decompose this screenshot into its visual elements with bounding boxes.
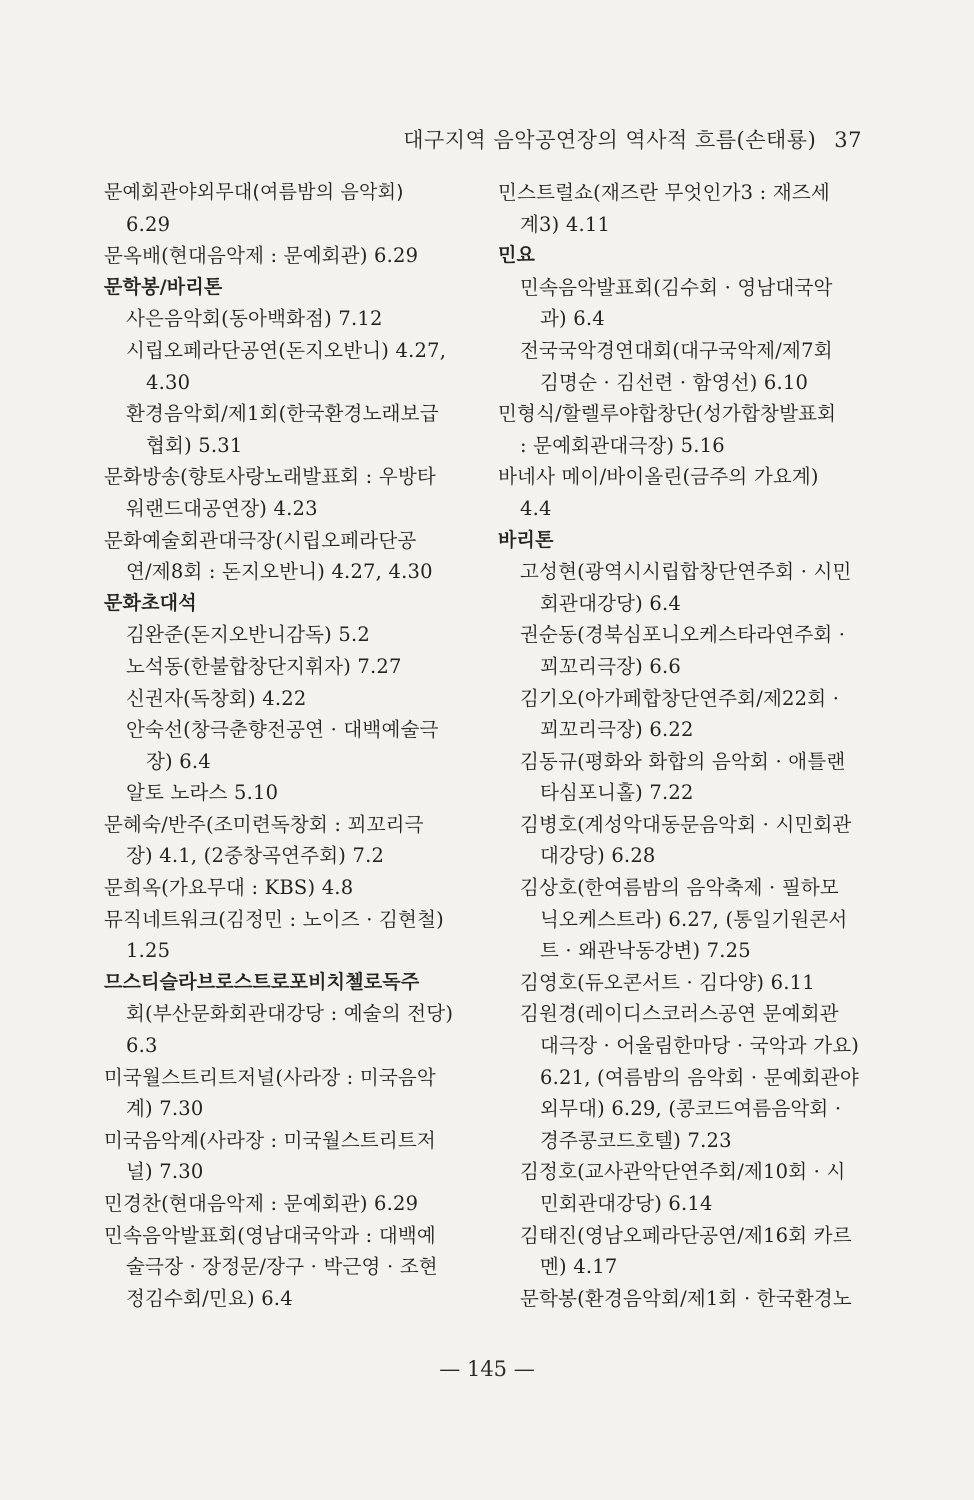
index-entry-subline: 타심포니홀) 7.22 bbox=[540, 781, 694, 805]
index-entry-subline: 김상호(한여름밤의 음악축제 · 필하모 bbox=[520, 876, 839, 900]
index-column-right bbox=[498, 177, 870, 1314]
index-entry-subline: 6.3 bbox=[126, 1034, 158, 1058]
index-entry-subline: 외무대) 6.29, (콩코드여름음악회 · bbox=[540, 1097, 842, 1121]
index-entry-subline: 꾀꼬리극장) 6.22 bbox=[540, 718, 694, 742]
index-entry-heading: 문옥배(현대음악제 : 문예회관) 6.29 bbox=[104, 244, 419, 268]
index-entry-subline: 문학봉(환경음악회/제1회 · 한국환경노 bbox=[520, 1286, 852, 1310]
index-entry-subline: 김병호(계성악대동문음악회 · 시민회관 bbox=[520, 812, 852, 836]
index-entry-heading: 바리톤 bbox=[498, 528, 554, 551]
index-entry-subline: 권순동(경북심포니오케스타라연주회 · bbox=[520, 623, 846, 647]
index-entry-subline: 계3) 4.11 bbox=[520, 212, 611, 236]
index-entry-heading: 문혜숙/반주(조미련독창회 : 꾀꼬리극 bbox=[104, 812, 424, 836]
index-entry-subline: 사은음악회(동아백화점) 7.12 bbox=[126, 307, 383, 331]
index-entry-heading: 민형식/할렐루야합창단(성가합창발표회 bbox=[498, 402, 837, 426]
index-entry-subline: 김영호(듀오콘서트 · 김다양) 6.11 bbox=[520, 970, 815, 994]
page-folio: — 145 — bbox=[439, 1357, 535, 1381]
running-header-page-number: 37 bbox=[834, 128, 862, 152]
index-entry-subline: 대강당) 6.28 bbox=[540, 844, 656, 868]
index-entry-subline: 회관대강당) 6.4 bbox=[540, 591, 682, 615]
index-entry-subline: 연/제8회 : 돈지오반니) 4.27, 4.30 bbox=[126, 560, 433, 584]
index-entry-subline: 환경음악회/제1회(한국환경노래보급 bbox=[126, 402, 439, 426]
index-entry-subline: 전국국악경연대회(대구국악제/제7회 bbox=[520, 338, 833, 362]
index-entry-subline: 4.4 bbox=[520, 496, 552, 520]
index-entry-subline: 김태진(영남오페라단공연/제16회 카르 bbox=[520, 1223, 852, 1247]
index-entry-subline: 꾀꼬리극장) 6.6 bbox=[540, 654, 682, 678]
index-entry-subline: 술극장 · 장정문/장구 · 박근영 · 조현 bbox=[126, 1255, 438, 1279]
index-entry-subline: 시립오페라단공연(돈지오반니) 4.27, bbox=[126, 338, 447, 362]
index-entry-subline: 신권자(독창회) 4.22 bbox=[126, 686, 307, 710]
index-entry-heading: 문화방송(향토사랑노래발표회 : 우방타 bbox=[104, 465, 436, 489]
index-entry-heading: 문화초대석 bbox=[104, 591, 197, 614]
index-entry-heading: 문희옥(가요무대 : KBS) 4.8 bbox=[104, 876, 354, 900]
index-entry-subline: 김완준(돈지오반니감독) 5.2 bbox=[126, 623, 370, 647]
index-entry-heading: 므스티슬라브로스트로포비치첼로독주 bbox=[104, 970, 420, 993]
index-entry-subline: 안숙선(창극춘향전공연 · 대백예술극 bbox=[126, 718, 439, 742]
index-entry-subline: 민속음악발표회(김수회 · 영남대국악 bbox=[520, 275, 833, 299]
index-entry-subline: 노석동(한불합창단지휘자) 7.27 bbox=[126, 654, 402, 678]
index-entry-subline: 워랜드대공연장) 4.23 bbox=[126, 496, 318, 520]
index-entry-heading: 민속음악발표회(영남대국악과 : 대백예 bbox=[104, 1223, 436, 1247]
index-entry-heading: 미국음악계(사라장 : 미국월스트리트저 bbox=[104, 1128, 436, 1152]
index-entry-heading: 바네사 메이/바이올린(금주의 가요계) bbox=[498, 465, 819, 489]
index-entry-subline: 알토 노라스 5.10 bbox=[126, 781, 279, 805]
index-entry-subline: 대극장 · 어울림한마당 · 국악과 가요) bbox=[540, 1034, 860, 1058]
index-entry-subline: 회(부산문화회관대강당 : 예술의 전당) bbox=[126, 1002, 454, 1026]
index-entry-subline: 6.29 bbox=[126, 212, 171, 236]
index-entry-subline: 민회관대강당) 6.14 bbox=[540, 1192, 713, 1215]
index-entry-heading: 문화예술회관대극장(시립오페라단공 bbox=[104, 528, 417, 552]
index-entry-subline: 김원경(레이디스코러스공연 문예회관 bbox=[520, 1002, 839, 1026]
index-entry-subline: 1.25 bbox=[126, 939, 171, 963]
index-entry-subline: 멘) 4.17 bbox=[540, 1255, 618, 1279]
index-entry-heading: 문예회관야외무대(여름밤의 음악회) bbox=[104, 181, 404, 203]
index-entry-subline: 김명순 · 김선련 · 함영선) 6.10 bbox=[540, 370, 809, 394]
index-entry-heading: 뮤직네트워크(김정민 : 노이즈 · 김현철) bbox=[104, 907, 444, 931]
running-header bbox=[403, 124, 862, 154]
index-entry-subline: 계) 7.30 bbox=[126, 1097, 204, 1121]
index-entry-subline: 6.21, (여름밤의 음악회 · 문예회관야 bbox=[540, 1065, 859, 1089]
index-entry-subline: 과) 6.4 bbox=[540, 307, 605, 331]
index-entry-subline: 협회) 5.31 bbox=[146, 433, 243, 457]
index-entry-subline: : 문예회관대극장) 5.16 bbox=[520, 433, 725, 457]
index-entry-heading: 문학봉/바리톤 bbox=[104, 275, 223, 298]
index-entry-subline: 트 · 왜관낙동강변) 7.25 bbox=[540, 939, 751, 963]
index-entry-subline: 김동규(평화와 화합의 음악회 · 애틀랜 bbox=[520, 749, 846, 773]
index-entry-heading: 미국월스트리트저널(사라장 : 미국음악 bbox=[104, 1065, 436, 1089]
index-entry-subline: 경주콩코드호텔) 7.23 bbox=[540, 1128, 732, 1152]
index-entry-subline: 닉오케스트라) 6.27, (통일기원콘서 bbox=[540, 907, 848, 931]
index-entry-subline: 김기오(아가페합창단연주회/제22회 · bbox=[520, 686, 840, 710]
index-entry-heading: 민경찬(현대음악제 : 문예회관) 6.29 bbox=[104, 1192, 419, 1215]
index-entry-subline: 정김수회/민요) 6.4 bbox=[126, 1286, 293, 1310]
index-entry-heading: 민요 bbox=[498, 244, 536, 267]
index-entry-subline: 장) 6.4 bbox=[146, 749, 211, 773]
index-entry-subline: 김정호(교사관악단연주회/제10회 · 시 bbox=[520, 1160, 846, 1184]
index-column-left bbox=[104, 177, 476, 1314]
running-header-title: 대구지역 음악공연장의 역사적 흐름(손태룡) bbox=[403, 128, 817, 152]
index-entry-subline: 장) 4.1, (2중창곡연주회) 7.2 bbox=[126, 844, 385, 868]
index-entry-subline: 4.30 bbox=[146, 370, 191, 394]
index-entry-heading: 민스트럴쇼(재즈란 무엇인가3 : 재즈세 bbox=[498, 181, 830, 204]
index-entry-subline: 고성현(광역시시립합창단연주회 · 시민 bbox=[520, 560, 852, 584]
index-entry-subline: 널) 7.30 bbox=[126, 1160, 204, 1184]
